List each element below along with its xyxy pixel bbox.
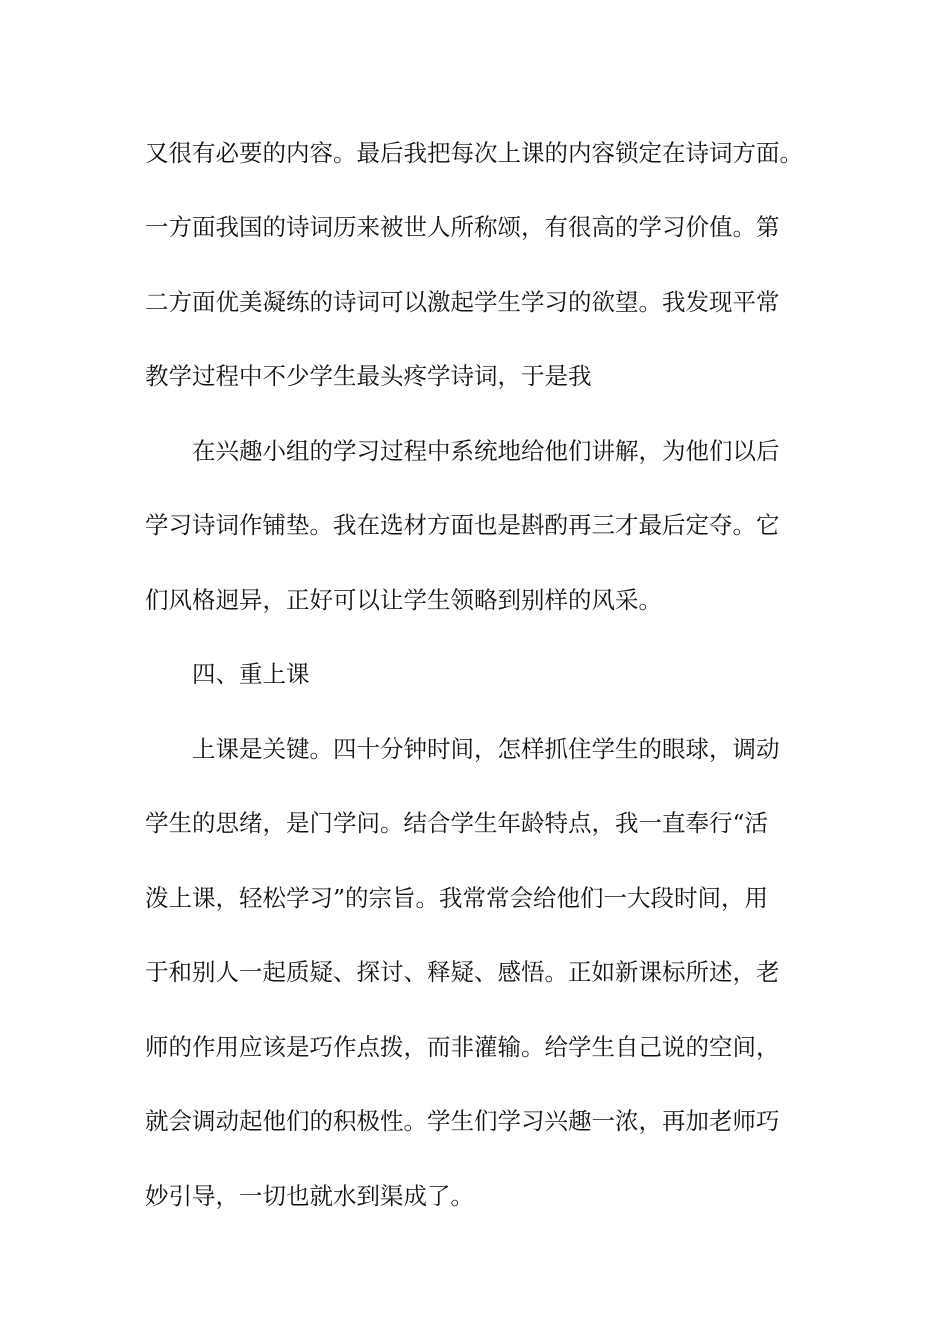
text-line: 教学过程中不少学生最头疼学诗词，于是我	[145, 362, 592, 390]
text-line: 学生的思绪，是门学问。结合学生年龄特点，我一直奉行“活	[145, 809, 769, 837]
text-line: 妙引导，一切也就水到渠成了。	[145, 1182, 474, 1210]
section-heading: 四、重上课	[192, 660, 310, 688]
text-line: 一方面我国的诗词历来被世人所称颂，有很高的学习价值。第	[145, 213, 780, 241]
text-line: 就会调动起他们的积极性。学生们学习兴趣一浓，再加老师巧	[145, 1107, 780, 1135]
text-line: 们风格迥异，正好可以让学生领略到别样的风采。	[145, 586, 662, 614]
text-line: 泼上课，轻松学习”的宗旨。我常常会给他们一大段时间，用	[145, 884, 769, 912]
text-line: 又很有必要的内容。最后我把每次上课的内容锁定在诗词方面。	[145, 139, 803, 167]
paragraph-start-line: 在兴趣小组的学习过程中系统地给他们讲解，为他们以后	[192, 437, 780, 465]
text-line: 二方面优美凝练的诗词可以激起学生学习的欲望。我发现平常	[145, 288, 780, 316]
text-line: 于和别人一起质疑、探讨、释疑、感悟。正如新课标所述，老	[145, 958, 780, 986]
text-line: 师的作用应该是巧作点拨，而非灌输。给学生自己说的空间，	[145, 1033, 780, 1061]
paragraph-start-line: 上课是关键。四十分钟时间，怎样抓住学生的眼球，调动	[192, 735, 780, 763]
text-line: 学习诗词作铺垫。我在选材方面也是斟酌再三才最后定夺。它	[145, 511, 780, 539]
